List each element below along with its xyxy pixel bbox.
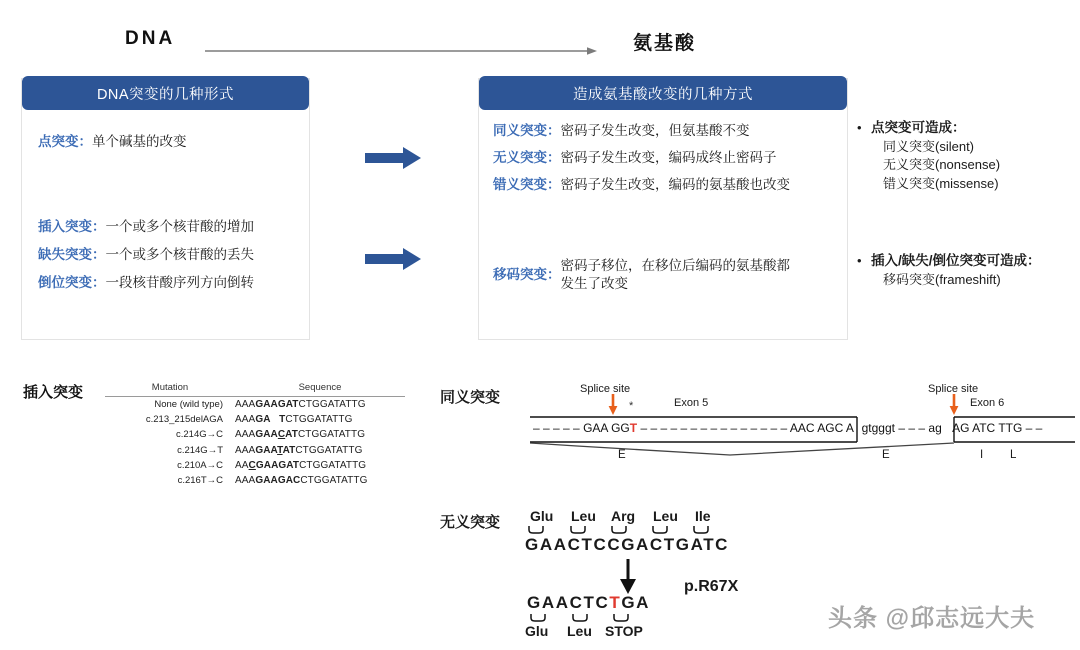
intron-acceptor: ag [928,421,942,435]
long-right-arrow-icon [205,43,597,53]
definition-label: 密码子移位，在移位后编码的氨基酸都 [560,258,790,273]
definition-label: 密码子发生改变，编码成终止密码子 [560,150,777,165]
list-item [493,176,790,194]
mutant-base: T [629,421,638,435]
header-dna-label: DNA [125,28,176,49]
splice-sequence-row [533,421,1042,435]
protein-change-label: p.R67X [684,578,739,595]
column-header-sequence: Sequence [298,382,342,393]
asterisk-marker: * [629,400,634,412]
list-item [38,246,254,264]
exon5-label: Exon 5 [674,397,709,409]
table-header-row [105,381,405,397]
cell-sequence: AAAGAAGACCTGGATATTG [235,475,368,487]
nonsense-mutation-diagram [525,503,825,638]
cell-mutation: c.216T→C [177,475,223,487]
amino-acid-mid: E [882,449,890,461]
table-row [105,397,405,413]
definition-label: 单个碱基的改变 [92,134,187,149]
table-row [105,458,405,473]
amino-acid-change-panel [478,78,848,340]
term-label: 插入突变： [38,219,106,234]
amino-acid-change-panel-title: 造成氨基酸改变的几种方式 [479,76,847,110]
intron-donor: gtgggt [861,421,895,435]
dna-mutation-panel [21,78,310,340]
definition-label: 一个或多个核苷酸的增加 [105,219,254,234]
cell-sequence: AACGAAGATCTGGATATTG [235,459,367,471]
definition-label: 密码子发生改变，但氨基酸不变 [560,123,750,138]
splicing-connector-lines [530,441,1075,463]
bottom-sequence-row [527,593,650,613]
bullet-head: 插入/缺失/倒位突变可造成： [871,253,1041,268]
bullet-point-mutation [857,118,1000,194]
definition-label: 密码子发生改变，编码的氨基酸也改变 [560,177,790,192]
bullet-dot-icon: • [857,120,862,135]
exon6-label: Exon 6 [970,397,1005,409]
list-item [493,122,750,140]
term-label: 同义突变： [493,123,561,138]
term-label: 点突变： [38,134,92,149]
definition-label: 一段核苷酸序列方向倒转 [105,275,254,290]
cell-mutation: c.210A→C [177,459,223,471]
column-header-mutation: Mutation [151,382,189,393]
table-row [105,443,405,458]
seq-mid-dashes: – – – – – – – – – – – – – – – [640,421,788,435]
bullet-head: 点突变可造成： [871,120,966,135]
bullet-indel-mutation [857,251,1041,289]
cell-mutation: None (wild type) [154,399,223,411]
bullet-dot-icon: • [857,253,862,268]
mutation-down-arrow-icon [618,559,638,595]
term-label: 无义突变： [493,150,561,165]
amino-acid-left: E [618,449,626,461]
dna-mutation-panel-title: DNA突变的几种形式 [22,76,309,110]
list-item [493,149,777,167]
seq-dash-left: – – – – – [533,421,580,435]
term-label: 错义突变： [493,177,561,192]
splice-arrow-icon-right [949,394,959,416]
seq-right: AG ATC TTG [952,421,1023,435]
bottom-mutant-base: T [609,593,622,612]
splice-arrow-icon-left [608,394,618,416]
bullet-item: 错义突变(missense) [883,176,999,192]
aa-label: Arg [611,508,636,524]
cell-sequence: AAAGAAGATCTGGATATTG [235,399,366,411]
cell-sequence: AAAGAATATCTGGATATTG [235,444,363,456]
watermark: 头条 @邱志远大夫 [828,605,1036,632]
aa-label: Glu [530,508,554,524]
cell-sequence: AAAGAACATCTGGATATTG [235,429,366,441]
synonymous-mutation-figure-label: 同义突变 [440,389,501,406]
top-sequence: GAACTCCGACTGATC [525,535,730,554]
amino-acid-right-1: I [980,449,984,461]
aa-label: Leu [567,623,592,639]
insertion-mutation-figure-label: 插入突变 [23,384,84,401]
aa-label: Leu [571,508,596,524]
bullet-item: 无义突变(nonsense) [883,157,1001,173]
block-arrow-icon-bottom [365,248,421,270]
definition-label: 一个或多个核苷酸的丢失 [105,247,254,262]
amino-acid-right-2: L [1010,449,1017,461]
aa-label: Glu [525,623,549,639]
cell-sequence: AAAGA TCTGGATATTG [235,414,353,426]
list-item [38,218,254,236]
seq-mid: AAC AGC A [789,421,854,435]
term-label: 移码突变： [493,267,561,282]
bottom-seq-post: GA [621,593,651,612]
mutation-sequence-table [105,381,405,488]
table-row [105,473,405,488]
cell-mutation: c.213_215delAGA [145,414,223,426]
aa-label: Leu [653,508,678,524]
splice-site-label-right: Splice site [928,383,979,395]
list-item [493,257,829,293]
seq-left: GAA GG [583,421,630,435]
bottom-seq-pre: GAACTC [527,593,610,612]
table-row [105,427,405,442]
table-row [105,412,405,427]
cell-mutation: c.214G→T [177,444,223,456]
list-item [38,274,254,292]
bullet-item: 同义突变(silent) [883,138,975,154]
term-label: 缺失突变： [38,247,106,262]
splice-site-diagram [530,383,1075,468]
list-item [38,133,187,151]
cell-mutation: c.214G→C [176,429,223,441]
bullet-item: 移码突变(frameshift) [883,271,1001,287]
aa-label: Ile [695,508,711,524]
definition-label-2: 发生了改变 [560,276,628,292]
seq-right-dashes: – – [1025,421,1043,435]
aa-label: STOP [605,623,643,639]
term-label: 倒位突变： [38,275,106,290]
nonsense-mutation-figure-label: 无义突变 [440,514,501,531]
splice-site-label-left: Splice site [580,383,631,395]
header-amino-acid-label: 氨基酸 [633,33,697,54]
block-arrow-icon-top [365,147,421,169]
intron-dashes: – – – [898,421,926,435]
